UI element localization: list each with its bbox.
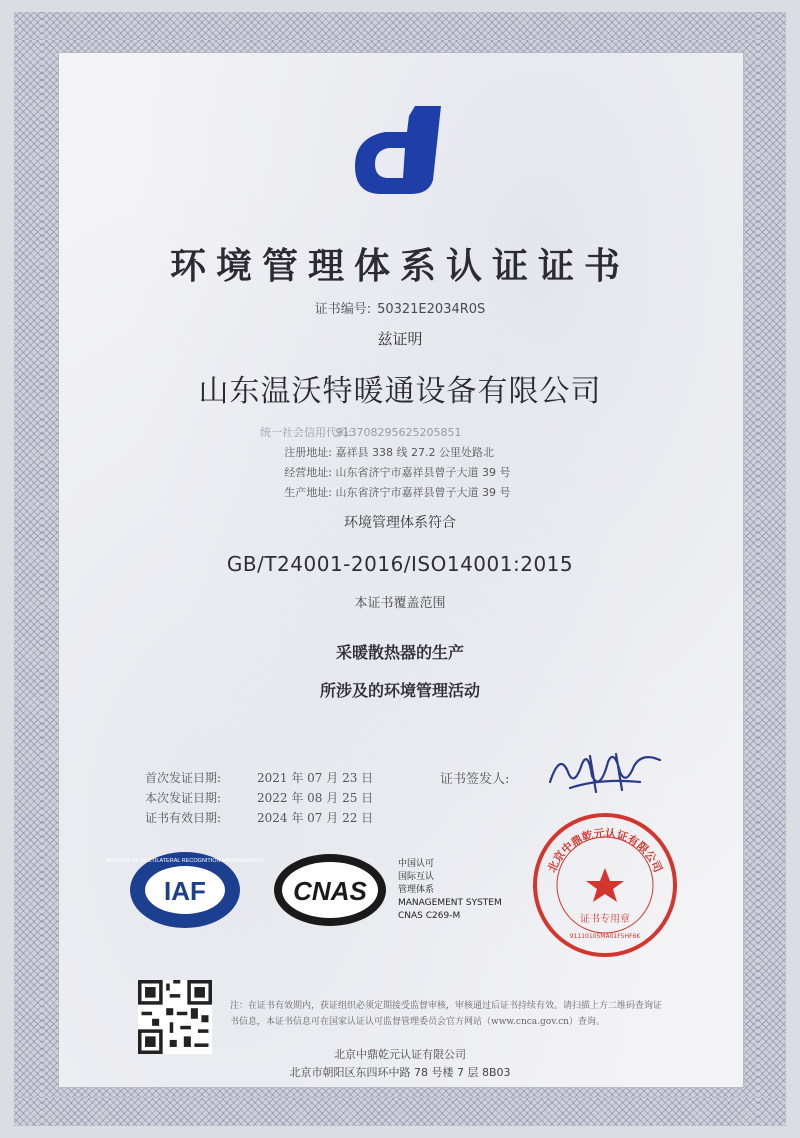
cnas-logo — [274, 854, 386, 926]
qr-code[interactable] — [138, 980, 212, 1054]
certificate-number — [0, 298, 800, 317]
business-address: 山东省济宁市嘉祥县曾子大道 39 号 — [335, 466, 511, 479]
scope-label: 本证书覆盖范围 — [354, 596, 446, 611]
iaf-ring-text: MEMBER OF MULTILATERAL RECOGNITION ARRANGEMENT — [105, 858, 265, 864]
business-address-label: 经营地址: — [284, 466, 332, 479]
valid-until-date: 2024 年 07 月 22 日 — [257, 811, 374, 825]
business-address-row — [260, 463, 580, 483]
seal-code: 91110105MA01F5HF6K — [569, 933, 641, 940]
cert-no-label: 证书编号: — [314, 302, 372, 317]
production-address-row — [260, 483, 580, 503]
cnas-line-4: MANAGEMENT SYSTEM — [398, 898, 502, 908]
valid-until-row — [145, 808, 373, 828]
valid-until-label: 证书有效日期: — [145, 811, 222, 825]
first-issue-label: 首次发证日期: — [145, 771, 222, 785]
credit-code-row — [260, 423, 580, 443]
issuer-address: 北京市朝阳区东四环中路 78 号楼 7 层 8B03 — [289, 1066, 511, 1079]
attest-text: 兹证明 — [377, 330, 423, 348]
cert-no-value: 50321E2034R0S — [377, 302, 486, 317]
cnas-line-3: 管理体系 — [398, 885, 435, 895]
production-address-label: 生产地址: — [284, 486, 332, 499]
official-seal — [530, 810, 680, 960]
iaf-logo — [105, 852, 265, 928]
conform-text: 环境管理体系符合 — [344, 515, 456, 531]
dates-block — [145, 768, 373, 828]
current-issue-date: 2022 年 08 月 25 日 — [257, 791, 374, 805]
accreditation-badges — [105, 842, 390, 942]
svg-text:北京中鼎乾元认证有限公司 — [545, 826, 665, 875]
cnas-text: CNAS — [293, 876, 367, 906]
certifier-logo — [345, 98, 455, 198]
cnas-line-1: 中国认可 — [398, 859, 435, 869]
scope-line-2: 所涉及的环境管理活动 — [319, 681, 480, 700]
registered-address-row — [260, 443, 580, 463]
address-block — [260, 423, 580, 503]
iaf-text: IAF — [164, 876, 206, 906]
credit-code-label: 统一社会信用代码: — [260, 426, 352, 439]
registered-address: 嘉祥县 338 线 27.2 公里处路北 — [335, 446, 494, 459]
current-issue-label: 本次发证日期: — [145, 791, 222, 805]
seal-bottom-text: 证书专用章 — [580, 914, 630, 925]
cnas-caption — [398, 858, 502, 923]
issuer-block — [0, 1046, 800, 1082]
issuer-name: 北京中鼎乾元认证有限公司 — [334, 1048, 466, 1061]
scope-line-1: 采暖散热器的生产 — [335, 643, 464, 662]
star-icon — [586, 868, 624, 902]
seal-ring-text: 北京中鼎乾元认证有限公司 — [545, 826, 665, 875]
cnas-line-2: 国际互认 — [398, 872, 435, 882]
credit-code: 913708295625205851 — [335, 426, 462, 439]
cnas-line-5: CNAS C269-M — [398, 911, 461, 921]
footer-note: 注：在证书有效期内，获证组织必须定期接受监督审核，审核通过后证书持续有效。请扫描上方二维码查询证书信息，本证书信息可在国家认证认可监督管理委员会官方网站（www.cnca.gov.cn）查询。 — [230, 1001, 663, 1027]
signature — [530, 742, 670, 802]
certificate-title: 环境管理体系认证证书 — [169, 246, 630, 287]
registered-address-label: 注册地址: — [284, 446, 332, 459]
company-name: 山东温沃特暖通设备有限公司 — [198, 374, 602, 409]
signer-label: 证书签发人: — [440, 772, 510, 787]
first-issue-date: 2021 年 07 月 23 日 — [257, 771, 374, 785]
production-address: 山东省济宁市嘉祥县曾子大道 39 号 — [335, 486, 511, 499]
standard-code: GB/T24001-2016/ISO14001:2015 — [226, 552, 574, 576]
current-issue-row — [145, 788, 373, 808]
first-issue-row — [145, 768, 373, 788]
